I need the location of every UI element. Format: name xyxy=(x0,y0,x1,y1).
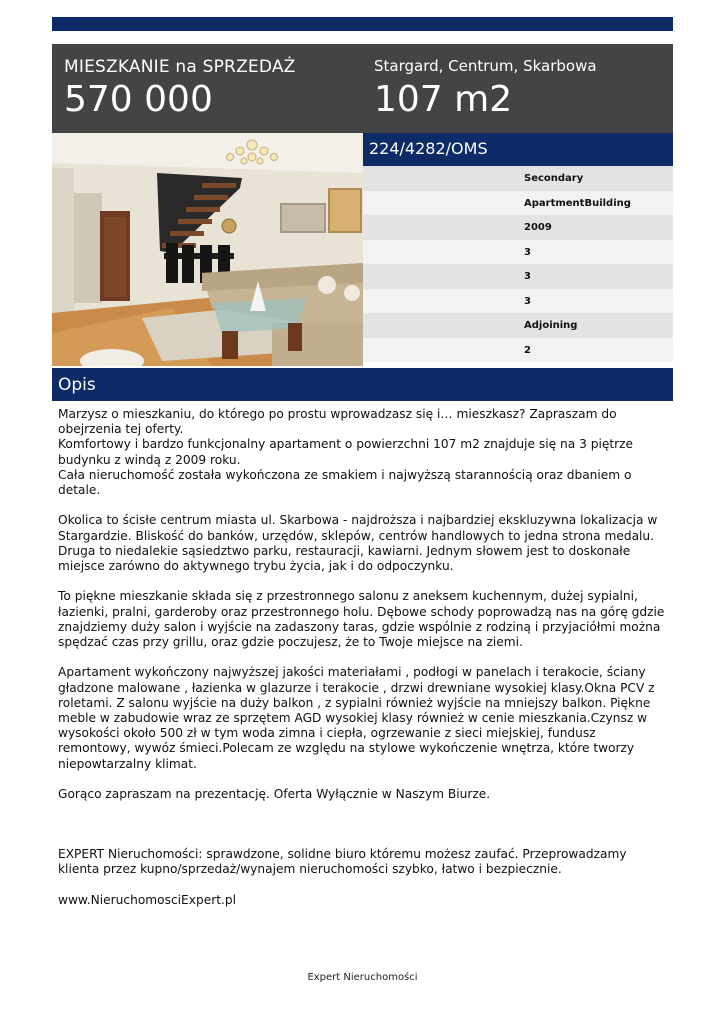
attributes-table xyxy=(363,166,673,362)
attribute-value: ApartmentBuilding xyxy=(524,197,631,209)
attribute-row xyxy=(363,240,673,265)
attribute-row xyxy=(363,264,673,289)
agency-note: EXPERT Nieruchomości: sprawdzone, solidne biuro któremu możesz zaufać. Przeprowadzamy klienta przez kupno/sprzedaż/wynajem nieruchomości szybko, łatwo i bezpiecznie. xyxy=(58,847,627,877)
living-room-photo xyxy=(52,133,363,366)
listing-header xyxy=(52,44,673,133)
listing-location: Stargard, Centrum, Skarbowa xyxy=(374,57,597,75)
attribute-row xyxy=(363,313,673,338)
attribute-row xyxy=(363,289,673,314)
listing-area: 107 m2 xyxy=(374,79,513,120)
description-intro-line: Cała nieruchomość została wykończona ze smakiem i najwyższą starannością oraz dbaniem o detale. xyxy=(58,467,632,498)
description-paragraph: Apartament wykończony najwyższej jakości materiałami , podłogi w panelach i terakocie, ściany gładzone malowane , łazienka w glazurze i terakocie , drzwi drewniane wysokiej klasy.Okna PCV z roletami. Z salonu wyjście na duży balkon , z sypialni również wyjście na mniejszy balkon. Piękne meble w zabudowie wraz ze sprzętem AGD wysokiej klasy również w cenie mieszkania.Czynsz w wysokości około 500 zł w tym woda zimna i ciepła, ogrzewanie z sieci miejskiej, fundusz remontowy, wywóz śmieci.Polecam ze względu na stylowe wykończenie wnętrza, które tworzy niepowtarzalny klimat. xyxy=(58,665,655,771)
agency-website-link[interactable]: www.NieruchomosciExpert.pl xyxy=(58,892,236,907)
description-paragraph: To piękne mieszkanie składa się z przestronnego salonu z aneksem kuchennym, dużej sypialni, łazienki, pralni, garderoby oraz przestronnego holu. Dębowe schody poprowadzą nas na górę gdzie znajdziemy duży salon i wyjście na zadaszony taras, gdzie wspólnie z rodziną i przyjaciółmi można spędzać czas przy grillu, oraz gdzie poczujesz, że to Twoje miejsce na ziemi. xyxy=(58,589,665,650)
description-paragraph: Gorąco zapraszam na prezentację. Oferta Wyłącznie w Naszym Biurze. xyxy=(58,787,491,802)
listing-type: MIESZKANIE na SPRZEDAŻ xyxy=(64,57,296,77)
top-stripe xyxy=(52,17,673,31)
attribute-row xyxy=(363,338,673,363)
listing-price: 570 000 xyxy=(64,79,213,120)
description-heading: Opis xyxy=(58,375,96,395)
attribute-value: 3 xyxy=(524,295,531,307)
attribute-row xyxy=(363,166,673,191)
reference-bar xyxy=(363,133,673,166)
attribute-row xyxy=(363,215,673,240)
description-paragraph: Okolica to ścisłe centrum miasta ul. Skarbowa - najdroższa i najbardziej ekskluzywna lokalizacja w Stargardzie. Bliskość do banków, urzędów, sklepów, centrów handlowych to jedna strona medalu. Druga to niedalekie sąsiedztwo parku, restauracji, kawiarni. Jednym słowem jest to doskonałe miejsce zarówno do aktywnego trybu życia, jak i do odpoczynku. xyxy=(58,513,658,574)
attribute-value: 3 xyxy=(524,246,531,258)
attribute-value: Secondary xyxy=(524,173,584,184)
attribute-value: 2 xyxy=(524,344,531,356)
attribute-value: Adjoining xyxy=(524,320,578,331)
attribute-value: 2009 xyxy=(524,222,552,233)
description-body xyxy=(58,407,670,923)
attribute-value: 3 xyxy=(524,271,531,282)
description-heading-bar xyxy=(52,368,673,401)
reference-number: 224/4282/OMS xyxy=(369,139,488,158)
attribute-row xyxy=(363,191,673,216)
description-intro-line: Komfortowy i bardzo funkcjonalny apartament o powierzchni 107 m2 znajduje się na 3 piętrze budynku z windą z 2009 roku. xyxy=(58,437,634,467)
page-footer: Expert Nieruchomości xyxy=(307,972,418,983)
description-intro-line: Marzysz o mieszkaniu, do którego po prostu wprowadzasz się i… mieszkasz? Zapraszam do obejrzenia tej oferty. xyxy=(58,407,617,437)
